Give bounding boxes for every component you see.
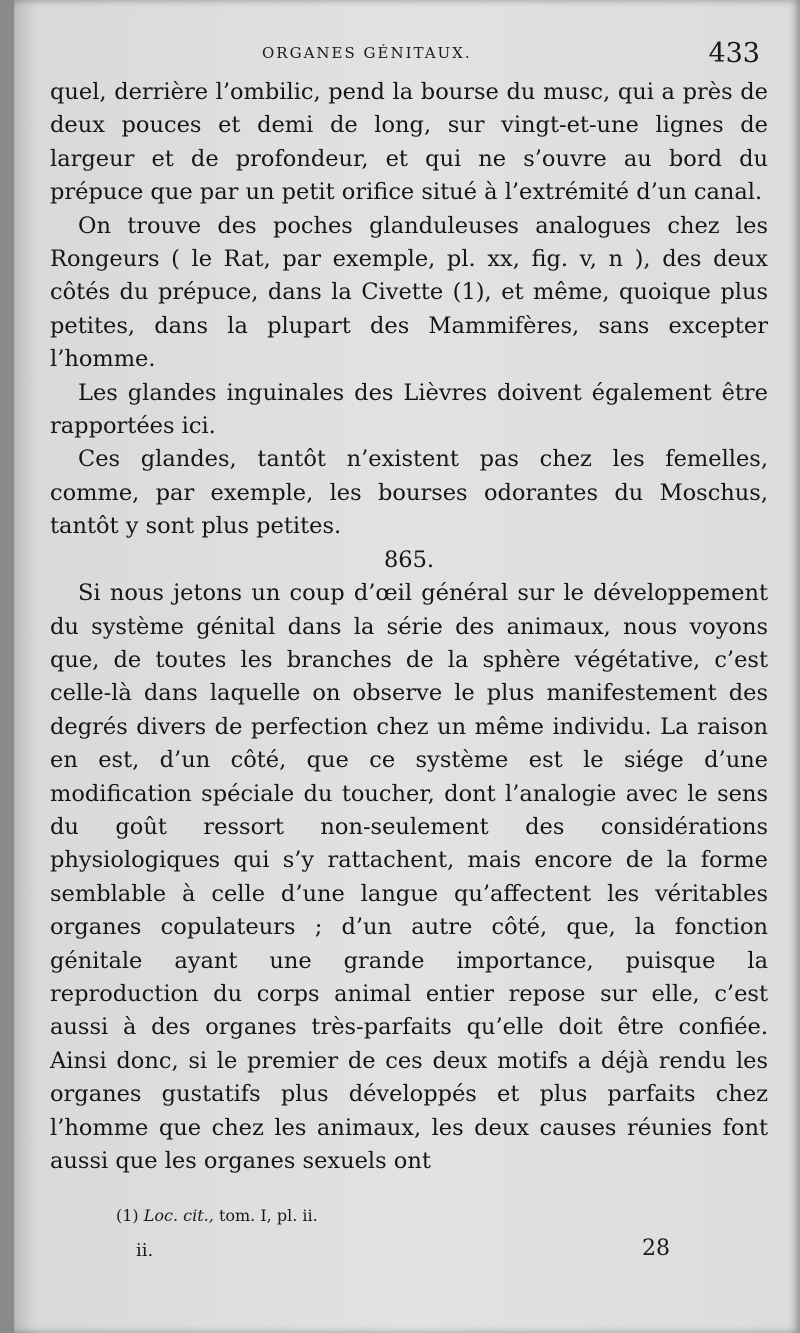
footnote-citation: Loc. cit., (143, 1206, 214, 1225)
paragraph-2: On trouve des poches glanduleuses analogues chez les Rongeurs ( le Rat, par exemple, pl. xx, fig. v, n ), des deux côtés du prépuce, dans la Civette (1), et même, quoique plus petites, dans la plupart des Mammifères, sans excepter l’homme. (50, 212, 768, 373)
paragraph-1: quel, derrière l’ombilic, pend la bourse du musc, qui a près de deux pouces et demi de long, sur vingt-et-une lignes de largeur et de profondeur, et qui ne s’ouvre au bord du prépuce que par un petit orifice situé à l’extrémité d’un canal. (50, 79, 768, 206)
running-head: ORGANES GÉNITAUX. (262, 44, 472, 62)
page-number: 433 (708, 38, 760, 69)
section-number: 865. (383, 546, 435, 573)
paragraph-3: Les glandes inguinales des Lièvres doivent également être rapportées ici. (50, 379, 768, 440)
paragraph-5: Si nous jetons un coup d’œil général sur le développement du système génital dans la série des animaux, nous voyons que, de toutes les branches de la sphère végétative, c’est celle-là dans laquelle on observe le plus manifestement des degrés divers de perfection chez un même individu. La raison en est, d’un côté, que ce système est le siége d’une modification spéciale du toucher, dont l’analogie avec le sens du goût ressort non-seulement des considérations physiologiques qui s’y rattachent, mais encore de la forme semblable à celle d’une langue qu’affectent les véritables organes copulateurs ; d’un autre côté, que, la fonction génitale ayant une grande importance, puisque la reproduction du corps animal entier repose sur elle, c’est aussi à des organes très-parfaits qu’elle doit être confiée. Ainsi donc, si le premier de ces deux motifs a déjà rendu les organes gustatifs plus développés et plus parfaits chez l’homme que chez les animaux, les deux causes réunies font aussi que les organes sexuels ont (50, 580, 768, 1174)
book-page (14, 0, 800, 1333)
sheet-number: 28 (642, 1236, 670, 1261)
paragraph-4: Ces glandes, tantôt n’existent pas chez les femelles, comme, par exemple, les bourses odorantes du Moschus, tantôt y sont plus petites. (50, 446, 768, 540)
footnote (116, 1206, 318, 1225)
footnote-reference: tom. I, pl. ii. (218, 1206, 318, 1225)
footnote-marker: (1) (116, 1206, 139, 1225)
body-text (50, 76, 768, 1178)
signature-mark: ii. (136, 1240, 154, 1261)
